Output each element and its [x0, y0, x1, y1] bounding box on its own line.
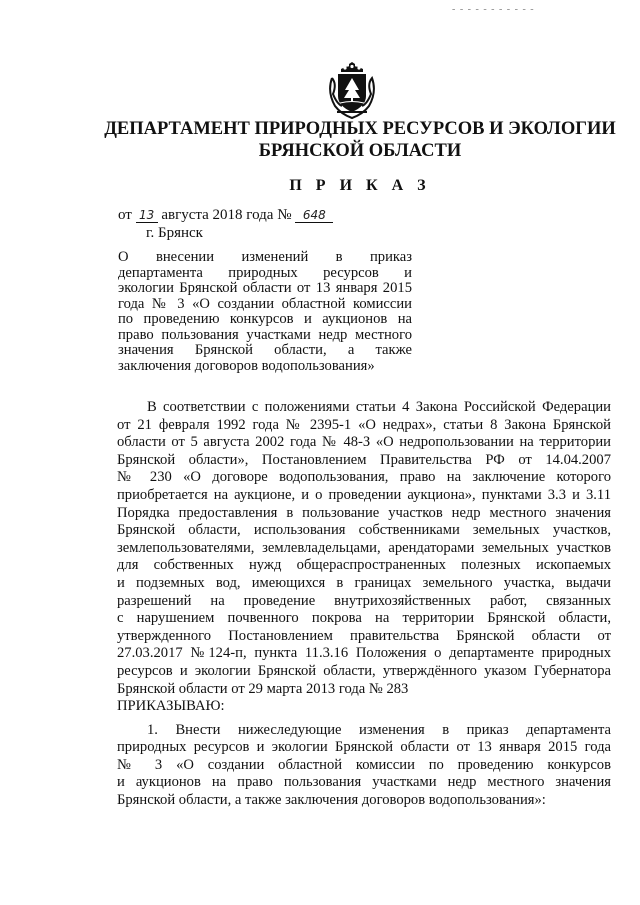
- preamble-line: Порядка предоставления в пользование участков недр местного значения: [117, 504, 611, 521]
- subject-line: О внесении изменений в приказ: [118, 249, 412, 265]
- date-text: августа 2018 года №: [161, 207, 292, 223]
- bryansk-coat-of-arms-icon: [327, 62, 377, 120]
- corner-mark: - - - - - - - - - - -: [452, 4, 535, 15]
- item1-line: № 3 «О создании областной комиссии по проведению конкурсов: [117, 756, 611, 773]
- preamble-line: и подземных вод, имеющихся в границах земельного участка, выдачи: [117, 574, 611, 591]
- preamble-line: В соответствии с положениями статьи 4 Закона Российской Федерации: [147, 399, 611, 415]
- preamble-line: приобретается на аукционе, и о проведении аукциона», пунктами 3.3 и 3.11: [117, 486, 611, 503]
- item1-line: 1. Внести нижеследующие изменения в приказ департамента: [147, 721, 611, 738]
- city: г. Брянск: [146, 225, 203, 241]
- item1-line: и аукционов на право пользования участками недр местного значения: [117, 774, 611, 791]
- subject-line: значения Брянской области, а также: [118, 342, 412, 358]
- preamble-line: для собственных нужд общераспространенных полезных ископаемых: [117, 557, 611, 574]
- department-name-line1: ДЕПАРТАМЕНТ ПРИРОДНЫХ РЕСУРСОВ И ЭКОЛОГИИ: [104, 119, 616, 139]
- preamble-line: Брянской области от 29 марта 2013 года № 283: [117, 680, 409, 697]
- subject-line: экологии Брянской области от 13 января 2015: [118, 280, 412, 296]
- item1-line: природных ресурсов и экологии Брянской области от 13 января 2015 года: [117, 739, 611, 756]
- preamble-line: Брянской области, использования собственниками земельных участков,: [117, 522, 611, 539]
- order-subject: [118, 250, 412, 374]
- preamble-line: области от 5 августа 2002 года № 48-З «О недропользовании на территории: [117, 434, 611, 451]
- subject-line: право пользования участками недр местного: [118, 326, 412, 343]
- preamble-line: с нарушением почвенного покрова на территории Брянской области,: [117, 610, 611, 627]
- preamble-line: землепользователями, землевладельцами, арендаторами земельных участков: [117, 539, 611, 556]
- subject-line: года № 3 «О создании областной комиссии: [118, 295, 412, 312]
- order-body: [117, 399, 611, 810]
- order-title: П Р И К А З: [289, 177, 431, 194]
- preamble-line: ресурсов и экологии Брянской области, утверждённого указом Губернатора: [117, 662, 611, 679]
- preamble-line: утвержденного Постановлением правительства Брянской области от: [117, 627, 611, 644]
- order-word: ПРИКАЗЫВАЮ:: [117, 698, 225, 715]
- preamble-line: разрешений на проведение внутрихозяйственных работ, связанных: [117, 592, 611, 609]
- subject-line: заключения договоров водопользования»: [118, 357, 375, 374]
- handwritten-order-number: 648: [295, 208, 333, 223]
- handwritten-day: 13: [136, 208, 158, 223]
- date-prefix: от: [118, 207, 132, 223]
- department-name-line2: БРЯНСКОЙ ОБЛАСТИ: [258, 141, 462, 161]
- preamble-line: № 230 «О договоре водопользования, право на заключение которого: [117, 469, 611, 486]
- item1-line: Брянской области, а также заключения договоров водопользования»:: [117, 792, 546, 809]
- order-date-line: [118, 207, 333, 224]
- preamble-line: 27.03.2017 №124-п, пункта 11.3.16 Положения о департаменте природных: [117, 645, 611, 662]
- subject-line: департамента природных ресурсов и: [118, 264, 412, 281]
- preamble-line: Брянской области», Постановлением Правительства РФ от 14.04.2007: [117, 451, 611, 468]
- preamble-line: от 21 февраля 1992 года № 2395-1 «О недрах», статьи 8 Закона Брянской: [117, 416, 611, 433]
- subject-line: по проведению конкурсов и аукционов на: [118, 311, 412, 327]
